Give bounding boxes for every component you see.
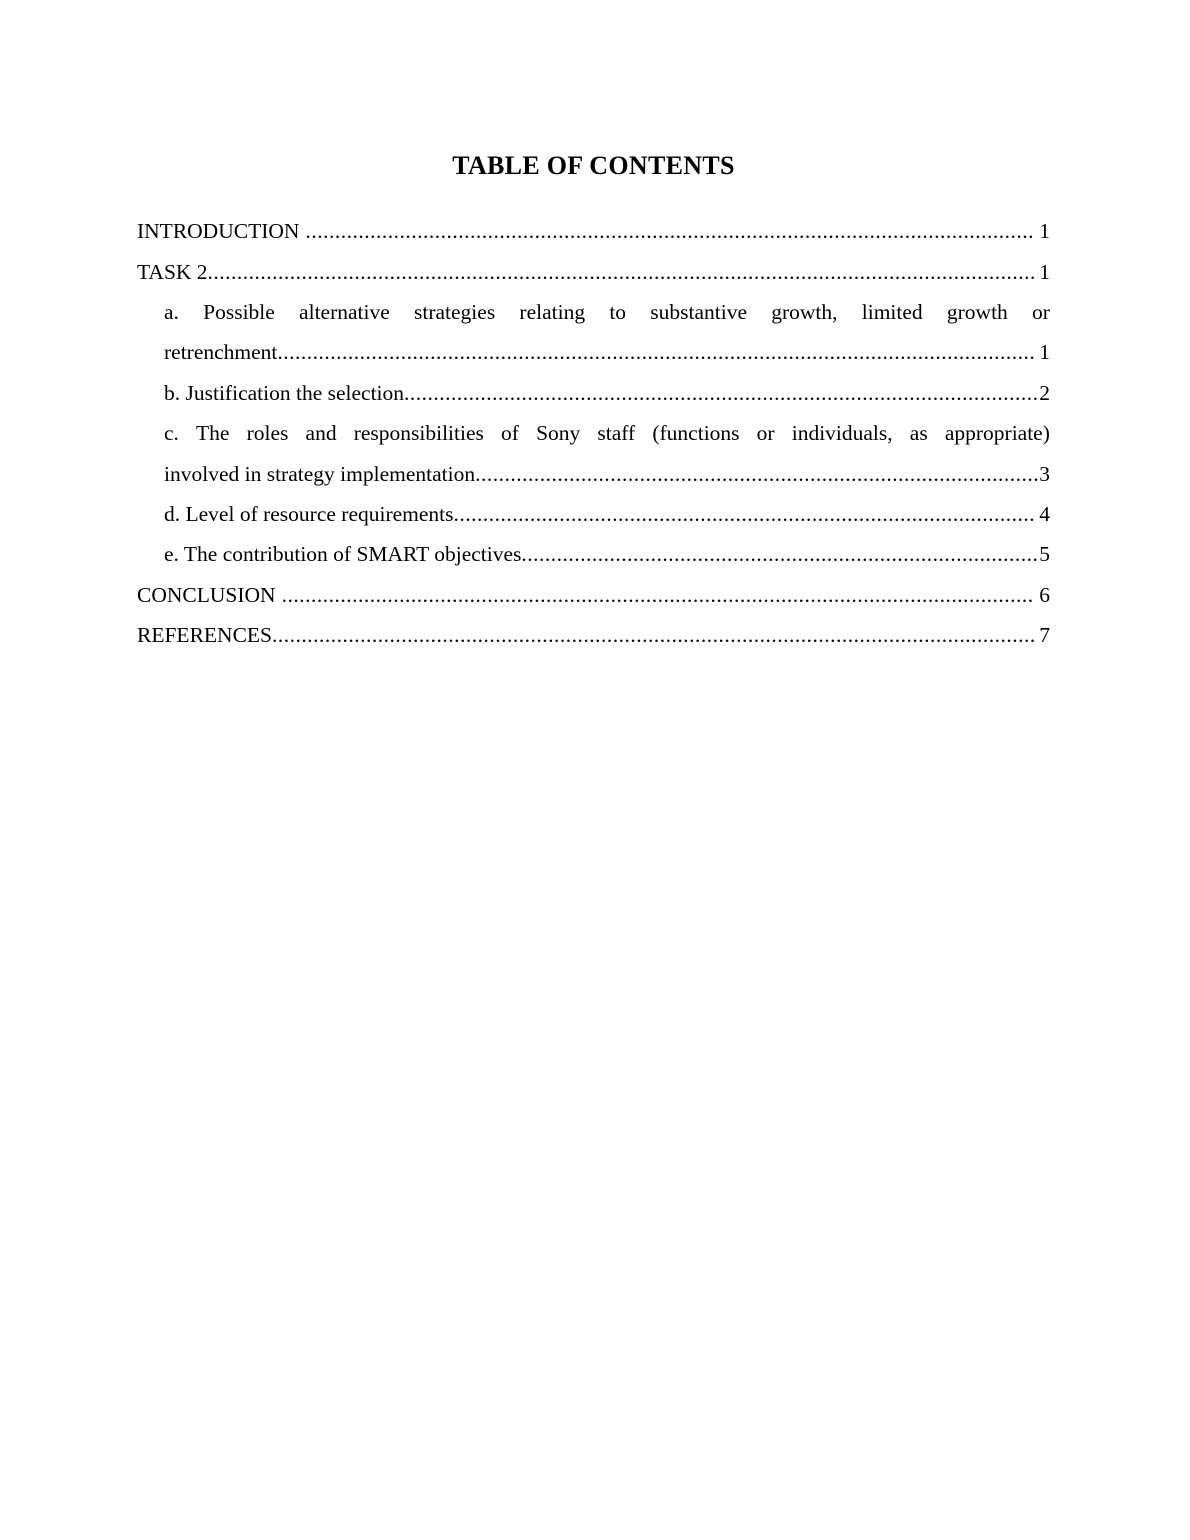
leader-dots: ............................................................................................................................ bbox=[305, 219, 1034, 244]
toc-entry-references[interactable] bbox=[137, 615, 1050, 655]
toc-word: a. bbox=[164, 300, 179, 324]
leader-dots: ................................................................................................................................. bbox=[277, 340, 1036, 365]
toc-page-number: 2 bbox=[1039, 380, 1050, 405]
toc-entry-item-e[interactable] bbox=[137, 534, 1050, 574]
toc-page-number: 1 bbox=[1039, 219, 1050, 244]
toc-word: or bbox=[1032, 300, 1050, 324]
toc-word: to bbox=[609, 300, 627, 324]
toc-word: individuals, bbox=[791, 421, 893, 446]
toc-page-number: 3 bbox=[1039, 461, 1050, 486]
toc-entry-item-b[interactable] bbox=[137, 373, 1050, 413]
toc-word: appropriate) bbox=[944, 421, 1050, 446]
leader-dots: ................................................................................................................................ bbox=[281, 582, 1034, 607]
toc-word: staff bbox=[597, 421, 636, 446]
toc-page-number: 4 bbox=[1039, 502, 1050, 527]
toc-word: relating bbox=[519, 300, 586, 324]
toc-entry-introduction[interactable] bbox=[137, 211, 1050, 251]
table-of-contents bbox=[137, 150, 1050, 656]
toc-entry-label: CONCLUSION bbox=[137, 582, 276, 607]
toc-entry-label: d. Level of resource requirements bbox=[164, 502, 454, 527]
leader-dots: .................................................................................................................................. bbox=[272, 623, 1036, 648]
toc-entry-item-a[interactable] bbox=[137, 292, 1050, 373]
toc-word: Sony bbox=[536, 421, 581, 446]
toc-page-number: 1 bbox=[1039, 259, 1050, 284]
leader-dots: ........................................................................................ bbox=[521, 542, 1039, 567]
leader-dots: ............................................................................................................ bbox=[404, 380, 1039, 405]
toc-word: alternative bbox=[299, 300, 390, 324]
leader-dots: ............................................................................................................................................. bbox=[207, 259, 1036, 284]
toc-entry-label-line-2: retrenchment bbox=[164, 340, 278, 365]
toc-page-number: 5 bbox=[1039, 542, 1050, 567]
toc-word: substantive bbox=[650, 300, 748, 324]
toc-entry-item-d[interactable] bbox=[137, 494, 1050, 534]
toc-entry-label-line-1 bbox=[164, 292, 1050, 332]
toc-page-number: 7 bbox=[1039, 623, 1050, 648]
toc-word: and bbox=[305, 421, 337, 446]
leader-dots: ................................................................................................ bbox=[475, 461, 1040, 486]
toc-entry-label-line-1 bbox=[164, 413, 1050, 453]
toc-word: Possible bbox=[203, 300, 275, 324]
toc-word: growth bbox=[946, 300, 1008, 324]
toc-entry-item-c[interactable] bbox=[137, 413, 1050, 494]
toc-word: of bbox=[501, 421, 519, 446]
toc-word: or bbox=[756, 421, 775, 446]
toc-word: responsibilities bbox=[353, 421, 484, 446]
toc-entry-label: INTRODUCTION bbox=[137, 219, 300, 244]
page-title: TABLE OF CONTENTS bbox=[452, 151, 735, 180]
toc-entry-label: REFERENCES bbox=[137, 623, 272, 648]
toc-entry-label-line-2: involved in strategy implementation bbox=[164, 461, 476, 486]
toc-page-number: 6 bbox=[1039, 582, 1050, 607]
toc-entry-task-2[interactable] bbox=[137, 252, 1050, 292]
toc-page-number: 1 bbox=[1039, 340, 1050, 365]
toc-word: (functions bbox=[652, 421, 740, 446]
toc-word: c. bbox=[164, 421, 179, 446]
toc-entry-label: TASK 2 bbox=[137, 259, 208, 284]
toc-word: growth, bbox=[771, 300, 838, 324]
toc-entry-label: e. The contribution of SMART objectives bbox=[164, 542, 522, 567]
toc-word: roles bbox=[246, 421, 289, 446]
toc-word: The bbox=[196, 421, 230, 446]
toc-word: strategies bbox=[414, 300, 496, 324]
toc-word: as bbox=[909, 421, 928, 446]
toc-word: limited bbox=[861, 300, 923, 324]
toc-entry-conclusion[interactable] bbox=[137, 575, 1050, 615]
toc-entry-label: b. Justification the selection bbox=[164, 380, 405, 405]
leader-dots: ................................................................................................... bbox=[453, 502, 1036, 527]
